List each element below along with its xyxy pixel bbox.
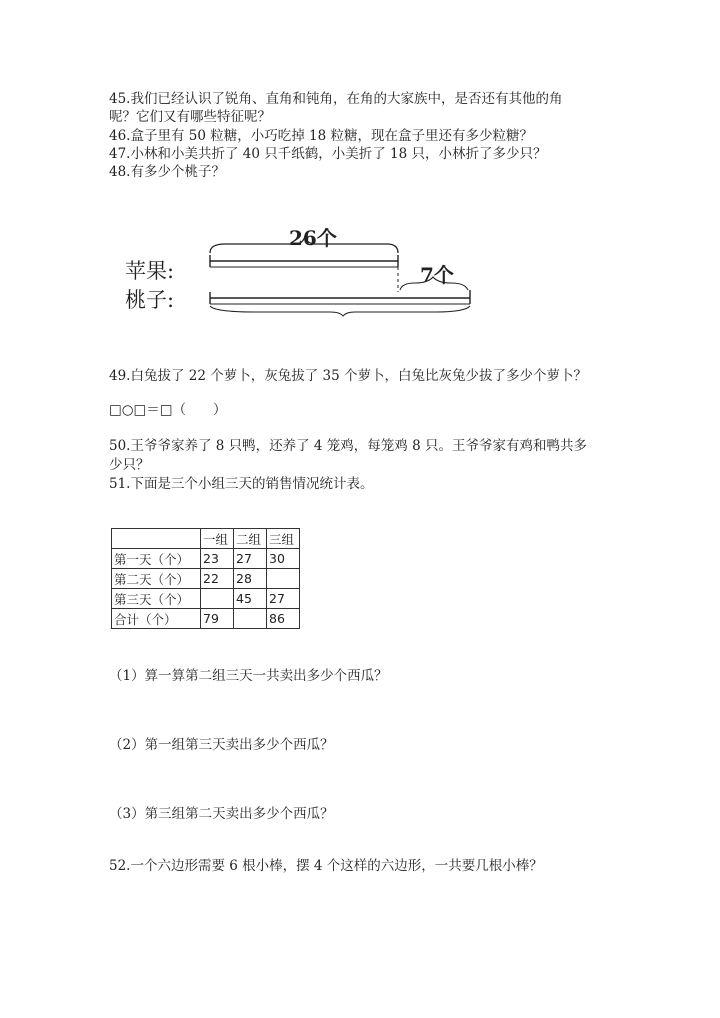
table-cell: 27 bbox=[234, 549, 267, 569]
table-header-cell: 二组 bbox=[234, 529, 267, 549]
table-cell bbox=[234, 609, 267, 629]
table-row bbox=[112, 549, 300, 569]
question-51-sub2: （2）第一组第三天卖出多少个西瓜？ bbox=[109, 737, 334, 753]
table-cell: 27 bbox=[267, 589, 300, 609]
table-cell: 30 bbox=[267, 549, 300, 569]
apple-label: 苹果: bbox=[125, 259, 175, 283]
sales-statistics-table bbox=[111, 528, 300, 629]
row-label: 第一天（个） bbox=[112, 549, 201, 569]
question-51-sub1: （1）算一算第二组三天一共卖出多少个西瓜？ bbox=[109, 668, 388, 684]
question-49-answer-template: □○□＝□（ ） bbox=[109, 402, 227, 418]
line-segment-diagram bbox=[115, 220, 485, 320]
question-51-sub3: （3）第三组第二天卖出多少个西瓜？ bbox=[109, 806, 334, 822]
question-50-line1: 50.王爷爷家养了 8 只鸭，还养了 4 笼鸡，每笼鸡 8 只。王爷爷家有鸡和鸭共多 bbox=[109, 438, 587, 454]
table-cell: 23 bbox=[201, 549, 234, 569]
question-50-line2: 少只？ bbox=[109, 457, 150, 473]
row-label: 第三天（个） bbox=[112, 589, 201, 609]
question-48: 48.有多少个桃子？ bbox=[109, 164, 225, 180]
question-47: 47.小林和小美共折了 40 只千纸鹤，小美折了 18 只，小林折了多少只？ bbox=[109, 146, 547, 162]
question-52: 52.一个六边形需要 6 根小棒，摆 4 个这样的六边形，一共要几根小棒？ bbox=[109, 858, 543, 874]
difference-label: 7个 bbox=[420, 263, 454, 287]
table-row bbox=[112, 589, 300, 609]
question-49: 49.白兔拔了 22 个萝卜，灰兔拔了 35 个萝卜，白兔比灰兔少拔了多少个萝卜？ bbox=[109, 368, 587, 384]
table-header-cell: 一组 bbox=[201, 529, 234, 549]
table-cell bbox=[267, 569, 300, 589]
table-header-row bbox=[112, 529, 300, 549]
table-header-cell: 三组 bbox=[267, 529, 300, 549]
table-cell bbox=[112, 529, 201, 549]
table-cell: 45 bbox=[234, 589, 267, 609]
question-45-line2: 呢？它们又有哪些特征呢？ bbox=[109, 109, 271, 125]
table-cell: 22 bbox=[201, 569, 234, 589]
question-46: 46.盒子里有 50 粒糖，小巧吃掉 18 粒糖，现在盒子里还有多少粒糖？ bbox=[109, 128, 533, 144]
total-label: 26个 bbox=[289, 226, 337, 250]
row-label: 第二天（个） bbox=[112, 569, 201, 589]
question-45-line1: 45.我们已经认识了锐角、直角和钝角，在角的大家族中，是否还有其他的角 bbox=[109, 91, 563, 107]
table-row bbox=[112, 569, 300, 589]
table-cell: 28 bbox=[234, 569, 267, 589]
question-51: 51.下面是三个小组三天的销售情况统计表。 bbox=[109, 476, 374, 492]
table-cell bbox=[201, 589, 234, 609]
table-cell: 86 bbox=[267, 609, 300, 629]
row-label: 合计（个） bbox=[112, 609, 201, 629]
table-row bbox=[112, 609, 300, 629]
table-cell: 79 bbox=[201, 609, 234, 629]
peach-label: 桃子: bbox=[125, 288, 175, 312]
